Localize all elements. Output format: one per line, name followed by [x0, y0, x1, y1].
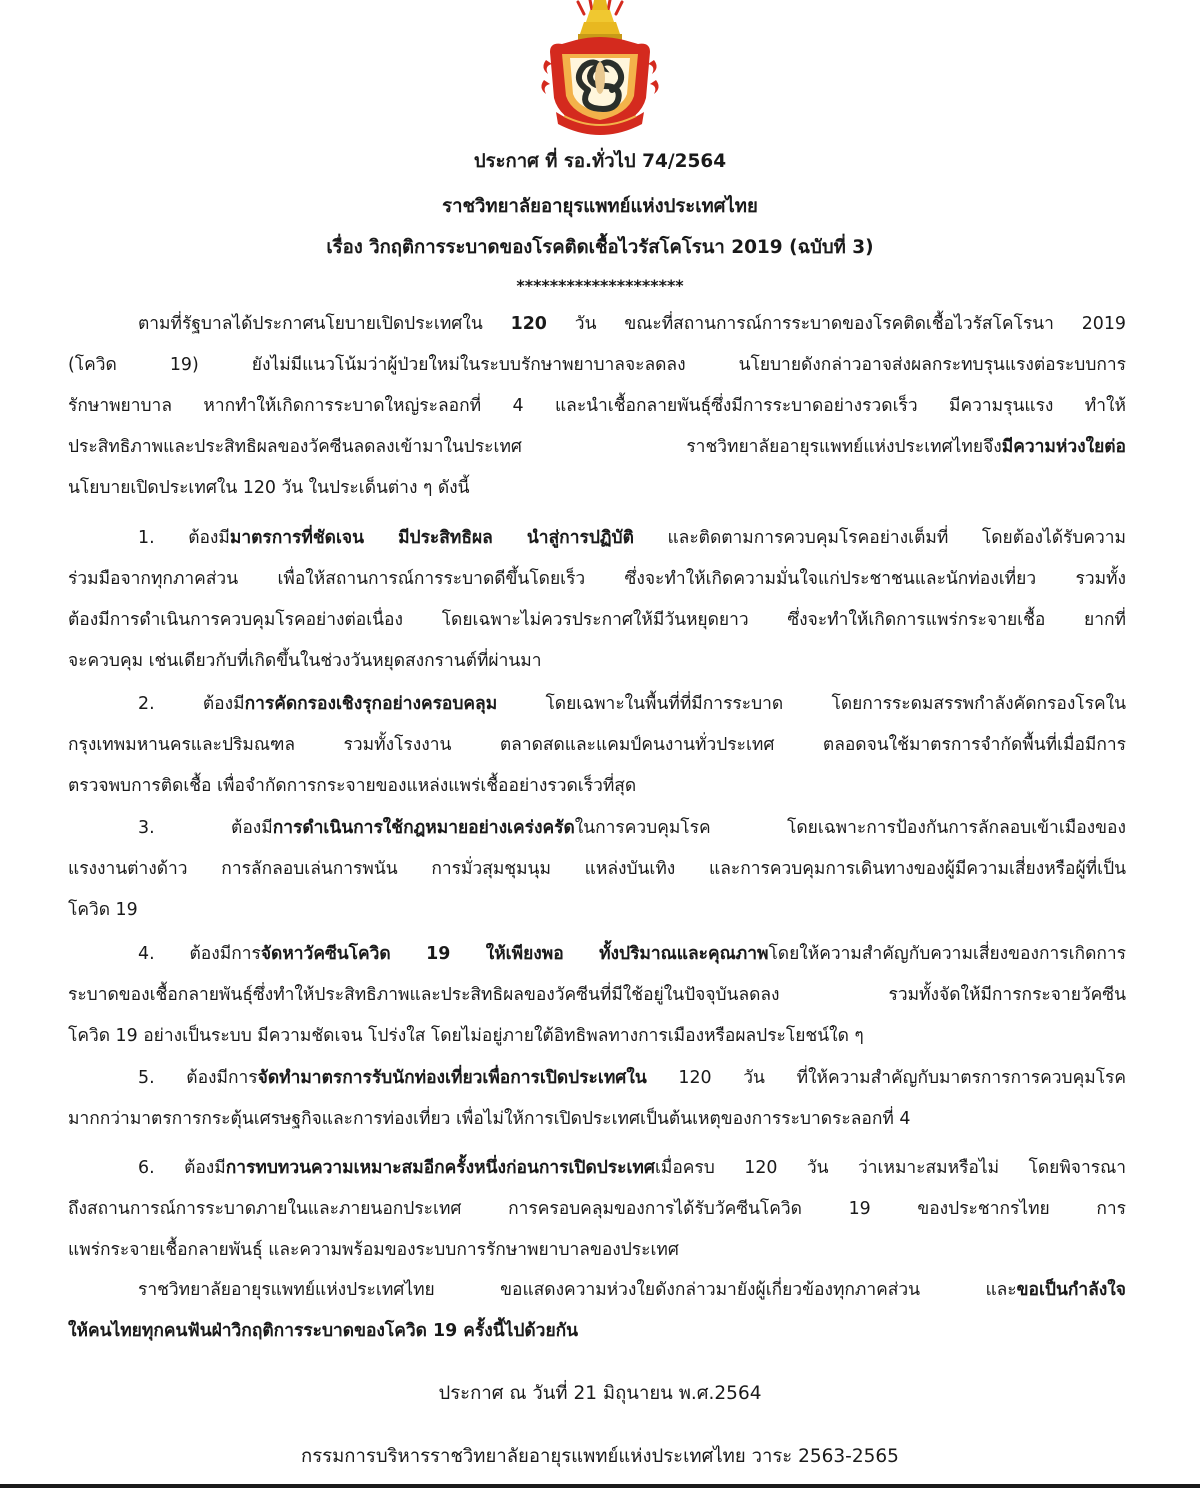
paragraph-line: กรุงเทพมหานครและปริมณฑล รวมทั้งโรงงาน ตลาดสดและแคมป์คนงานทั่วประเทศ ตลอดจนใช้มาตรการจำกัดพื้นที่เมื่อมีการ — [68, 735, 1126, 755]
college-emblem-icon — [532, 0, 668, 140]
paragraph-line: (โควิด 19) ยังไม่มีแนวโน้มว่าผู้ป่วยใหม่ในระบบรักษาพยาบาลจะลดลง นโยบายดังกล่าวอาจส่งผลกระทบรุนแรงต่อระบบการ — [68, 355, 1126, 375]
item-1 — [68, 518, 1126, 682]
paragraph-line: โควิด 19 — [68, 900, 138, 920]
item-number: 6. — [138, 1158, 155, 1178]
paragraph-line: ตรวจพบการติดเชื้อ เพื่อจำกัดการกระจายของแหล่งแพร่เชื้ออย่างรวดเร็วที่สุด — [68, 776, 637, 796]
item-2 — [68, 684, 1126, 807]
paragraph-line: โควิด 19 อย่างเป็นระบบ มีความชัดเจน โปร่งใส โดยไม่อยู่ภายใต้อิทธิพลทางการเมืองหรือผลประโยชน์ใด ๆ — [68, 1026, 864, 1046]
paragraph-line: 5. ต้องมีการจัดทำมาตรการรับนักท่องเที่ยวเพื่อการเปิดประเทศใน 120 วัน ที่ให้ความสำคัญกับมาตรการการควบคุมโรค — [138, 1068, 1127, 1088]
item-number: 4. — [138, 944, 155, 964]
item-6 — [68, 1148, 1126, 1271]
paragraph-line: ราชวิทยาลัยอายุรแพทย์แห่งประเทศไทย ขอแสดงความห่วงใยดังกล่าวมายังผู้เกี่ยวข้องทุกภาคส่วน และขอเป็นกำลังใจ — [138, 1280, 1126, 1300]
paragraph-line: ตามที่รัฐบาลได้ประกาศนโยบายเปิดประเทศใน 120 วัน ขณะที่สถานการณ์การระบาดของโรคติดเชื้อไวรัสโคโรนา 2019 — [138, 314, 1126, 334]
bottom-border — [0, 1484, 1200, 1488]
item-4 — [68, 934, 1126, 1057]
item-5 — [68, 1058, 1126, 1140]
paragraph-line: ระบาดของเชื้อกลายพันธุ์ซึ่งทำให้ประสิทธิภาพและประสิทธิผลของวัคซีนที่มีใช้อยู่ในปัจจุบันลดลง รวมทั้งจัดให้มีการกระจายวัคซีน — [68, 985, 1126, 1005]
signatory: กรรมการบริหารราชวิทยาลัยอายุรแพทย์แห่งประเทศไทย วาระ 2563-2565 — [301, 1446, 899, 1467]
item-number: 2. — [138, 694, 155, 714]
paragraph-line: มากกว่ามาตรการกระตุ้นเศรษฐกิจและการท่องเที่ยว เพื่อไม่ให้การเปิดประเทศเป็นต้นเหตุของการระบาดระลอกที่ 4 — [68, 1109, 911, 1129]
paragraph-line: 6. ต้องมีการทบทวนความเหมาะสมอีกครั้งหนึ่งก่อนการเปิดประเทศเมื่อครบ 120 วัน ว่าเหมาะสมหรือไม่ โดยพิจารณา — [138, 1158, 1127, 1178]
paragraph-line: แรงงานต่างด้าว การลักลอบเล่นการพนัน การมั่วสุมชุมนุม แหล่งบันเทิง และการควบคุมการเดินทางของผู้มีความเสี่ยงหรือผู้ที่เป็น — [68, 859, 1126, 879]
organization-name: ราชวิทยาลัยอายุรแพทย์แห่งประเทศไทย — [442, 196, 758, 217]
paragraph-line: 4. ต้องมีการจัดหาวัคซีนโควิด 19 ให้เพียงพอ ทั้งปริมาณและคุณภาพโดยให้ความสำคัญกับความเสี่ยงของการเกิดการ — [138, 944, 1127, 964]
paragraph-line: ต้องมีการดำเนินการควบคุมโรคอย่างต่อเนื่อง โดยเฉพาะไม่ควรประกาศให้มีวันหยุดยาว ซึ่งจะทำให้เกิดการแพร่กระจายเชื้อ ยากที่ — [68, 610, 1126, 630]
intro-paragraph — [68, 304, 1126, 509]
paragraph-line: 2. ต้องมีการคัดกรองเชิงรุกอย่างครอบคลุม โดยเฉพาะในพื้นที่ที่มีการระบาด โดยการระดมสรรพกำลังคัดกรองโรคใน — [138, 694, 1127, 714]
announcement-subject: เรื่อง วิกฤติการระบาดของโรคติดเชื้อไวรัสโคโรนา 2019 (ฉบับที่ 3) — [326, 237, 874, 258]
separator-stars: ******************** — [516, 276, 684, 295]
item-number: 5. — [138, 1068, 155, 1088]
paragraph-line: ให้คนไทยทุกคนฟันฝ่าวิกฤติการระบาดของโควิด 19 ครั้งนี้ไปด้วยกัน — [68, 1321, 579, 1341]
item-number: 3. — [138, 818, 155, 838]
closing-paragraph — [68, 1270, 1126, 1352]
paragraph-line: รักษาพยาบาล หากทำให้เกิดการระบาดใหญ่ระลอกที่ 4 และนำเชื้อกลายพันธุ์ซึ่งมีการระบาดอย่างรวดเร็ว มีความรุนแรง ทำให้ — [68, 396, 1126, 416]
announcement-number: ประกาศ ที่ รอ.ทั่วไป 74/2564 — [473, 151, 727, 172]
paragraph-line: ถึงสถานการณ์การระบาดภายในและภายนอกประเทศ การครอบคลุมของการได้รับวัคซีนโควิด 19 ของประชากรไทย การ — [68, 1199, 1126, 1219]
item-number: 1. — [138, 528, 155, 548]
paragraph-line: 3. ต้องมีการดำเนินการใช้กฎหมายอย่างเคร่งครัดในการควบคุมโรค โดยเฉพาะการป้องกันการลักลอบเข้าเมืองของ — [138, 818, 1126, 838]
paragraph-line: แพร่กระจายเชื้อกลายพันธุ์ และความพร้อมของระบบการรักษาพยาบาลของประเทศ — [68, 1240, 679, 1260]
item-3 — [68, 808, 1126, 931]
paragraph-line: จะควบคุม เช่นเดียวกับที่เกิดขึ้นในช่วงวันหยุดสงกรานต์ที่ผ่านมา — [68, 651, 542, 671]
paragraph-line: ร่วมมือจากทุกภาคส่วน เพื่อให้สถานการณ์การระบาดดีขึ้นโดยเร็ว ซึ่งจะทำให้เกิดความมั่นใจแก่ประชาชนและนักท่องเที่ยว รวมทั้ง — [68, 569, 1126, 589]
paragraph-line: ประสิทธิภาพและประสิทธิผลของวัคซีนลดลงเข้ามาในประเทศ ราชวิทยาลัยอายุรแพทย์แห่งประเทศไทยจึงมีความห่วงใยต่อ — [68, 437, 1126, 457]
paragraph-line: นโยบายเปิดประเทศใน 120 วัน ในประเด็นต่าง ๆ ดังนี้ — [68, 478, 470, 498]
announcement-date: ประกาศ ณ วันที่ 21 มิถุนายน พ.ศ.2564 — [438, 1383, 762, 1404]
paragraph-line: 1. ต้องมีมาตรการที่ชัดเจน มีประสิทธิผล นำสู่การปฏิบัติ และติดตามการควบคุมโรคอย่างเต็มที่ โดยต้องได้รับความ — [138, 528, 1127, 548]
